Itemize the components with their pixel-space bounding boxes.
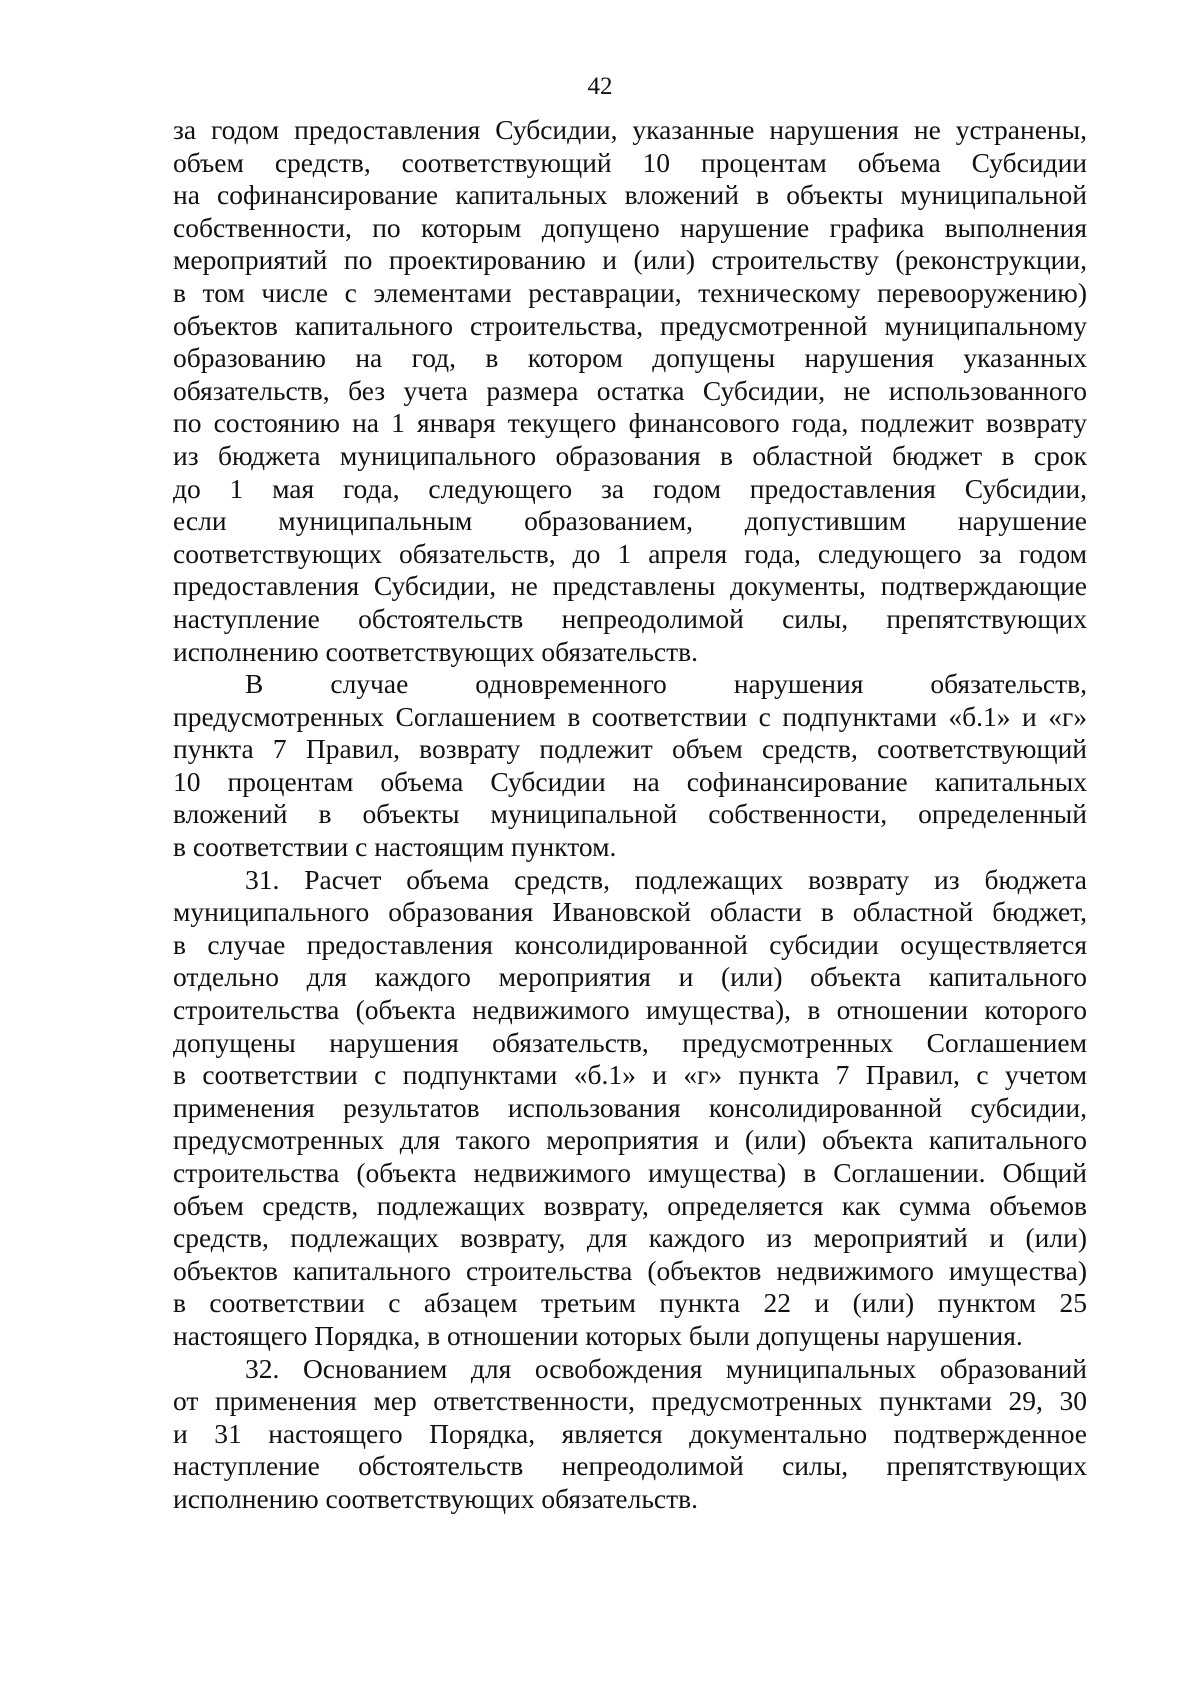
- text-line: наступление обстоятельств непреодолимой силы, препятствующих: [173, 602, 1087, 634]
- text-line: допущены нарушения обязательств, предусмотренных Соглашением: [173, 1026, 1087, 1058]
- text-line: пункта 7 Правил, возврату подлежит объем средств, соответствующий: [173, 733, 1087, 765]
- page-number: 42: [587, 73, 613, 100]
- text-line: применения результатов использования консолидированной субсидии,: [173, 1091, 1087, 1123]
- text-line: если муниципальным образованием, допустившим нарушение: [173, 505, 1087, 537]
- text-line: В случае одновременного нарушения обязательств,: [245, 668, 1087, 700]
- text-line: исполнению соответствующих обязательств.: [173, 635, 698, 667]
- text-line: объем средств, соответствующий 10 процентам объема Субсидии: [173, 146, 1087, 178]
- text-line: до 1 мая года, следующего за годом предоставления Субсидии,: [173, 472, 1087, 504]
- text-line: вложений в объекты муниципальной собственности, определенный: [173, 798, 1087, 830]
- text-line: в соответствии с абзацем третьим пункта 22 и (или) пунктом 25: [173, 1287, 1087, 1319]
- text-line: 32. Основанием для освобождения муниципальных образований: [245, 1352, 1087, 1384]
- text-line: муниципального образования Ивановской области в областной бюджет,: [173, 896, 1087, 928]
- text-line: строительства (объекта недвижимого имущества) в Соглашении. Общий: [173, 1157, 1087, 1188]
- text-line: предоставления Субсидии, не представлены документы, подтверждающие: [173, 570, 1087, 602]
- text-line: отдельно для каждого мероприятия и (или) объекта капитального: [173, 961, 1087, 993]
- document-body: [173, 114, 1087, 1516]
- text-line: 10 процентам объема Субсидии на софинансирование капитальных: [173, 765, 1087, 797]
- text-line: образованию на год, в котором допущены нарушения указанных: [173, 342, 1087, 374]
- text-line: настоящего Порядка, в отношении которых были допущены нарушения.: [173, 1319, 1023, 1351]
- text-line: из бюджета муниципального образования в областной бюджет в срок: [173, 439, 1087, 471]
- text-line: и 31 настоящего Порядка, является документально подтвержденное: [173, 1417, 1087, 1449]
- text-line: 31. Расчет объема средств, подлежащих возврату из бюджета: [245, 863, 1087, 895]
- text-line: объектов капитального строительства, предусмотренной муниципальному: [173, 309, 1087, 341]
- text-line: объектов капитального строительства (объектов недвижимого имущества): [173, 1254, 1087, 1286]
- text-line: за годом предоставления Субсидии, указанные нарушения не устранены,: [173, 114, 1087, 145]
- text-line: на софинансирование капитальных вложений в объекты муниципальной: [173, 179, 1087, 211]
- text-line: предусмотренных Соглашением в соответствии с подпунктами «б.1» и «г»: [173, 700, 1087, 732]
- text-line: исполнению соответствующих обязательств.: [173, 1482, 698, 1514]
- text-line: средств, подлежащих возврату, для каждого из мероприятий и (или): [173, 1222, 1087, 1254]
- text-line: предусмотренных для такого мероприятия и (или) объекта капитального: [173, 1124, 1087, 1156]
- text-line: наступление обстоятельств непреодолимой силы, препятствующих: [173, 1450, 1087, 1482]
- text-line: собственности, по которым допущено нарушение графика выполнения: [173, 211, 1087, 243]
- text-line: от применения мер ответственности, предусмотренных пунктами 29, 30: [173, 1385, 1087, 1417]
- text-line: объем средств, подлежащих возврату, определяется как сумма объемов: [173, 1189, 1087, 1221]
- text-line: обязательств, без учета размера остатка Субсидии, не использованного: [173, 374, 1087, 406]
- text-line: мероприятий по проектированию и (или) строительству (реконструкции,: [173, 244, 1087, 276]
- text-line: в случае предоставления консолидированной субсидии осуществляется: [173, 928, 1087, 960]
- text-line: по состоянию на 1 января текущего финансового года, подлежит возврату: [173, 407, 1087, 439]
- text-line: строительства (объекта недвижимого имущества), в отношении которого: [173, 994, 1087, 1026]
- text-line: в соответствии с настоящим пунктом.: [173, 831, 617, 863]
- text-line: соответствующих обязательств, до 1 апреля года, следующего за годом: [173, 537, 1087, 569]
- text-line: в том числе с элементами реставрации, техническому перевооружению): [173, 276, 1087, 308]
- text-line: в соответствии с подпунктами «б.1» и «г» пункта 7 Правил, с учетом: [173, 1059, 1087, 1091]
